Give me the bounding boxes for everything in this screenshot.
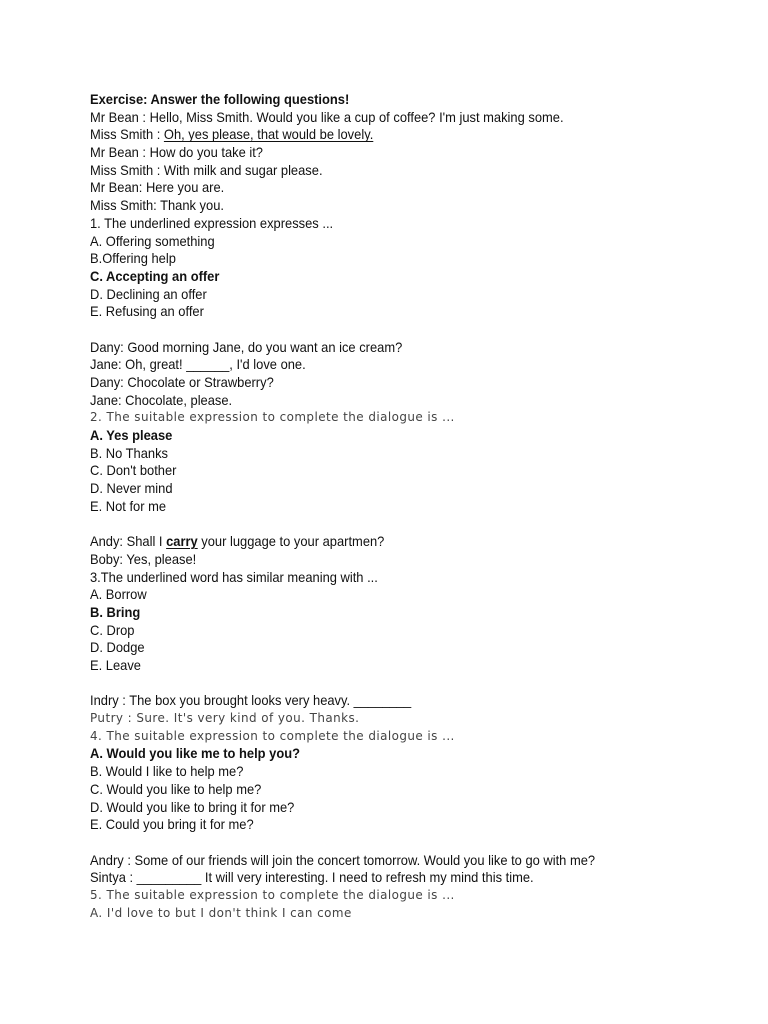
question-3: 3.The underlined word has similar meaning with ... <box>90 569 378 585</box>
exercise-title: Exercise: Answer the following questions! <box>90 92 350 107</box>
spacer <box>90 675 750 693</box>
q5-option-a: A. I'd love to but I don't think I can come <box>90 905 352 920</box>
q4-option-a-answer: A. Would you like me to help you? <box>90 746 300 762</box>
q1-option-e: E. Refusing an offer <box>90 304 204 320</box>
q3-option-b-answer: B. Bring <box>90 604 141 620</box>
dialogue3-line1 <box>90 533 717 551</box>
dialogue3-line1-after: your luggage to your apartmen? <box>197 534 385 550</box>
q1-option-b: B.Offering help <box>90 251 176 267</box>
q2-option-a-answer: A. Yes please <box>90 428 173 444</box>
q4-option-b: B. Would I like to help me? <box>90 764 244 780</box>
dialogue1-line3: Mr Bean : How do you take it? <box>90 145 264 161</box>
q4-option-c: C. Would you like to help me? <box>90 781 262 797</box>
q1-option-c-answer: C. Accepting an offer <box>90 268 220 284</box>
dialogue2-line2: Jane: Oh, great! ______, I'd love one. <box>90 357 306 373</box>
underlined-word: carry <box>166 534 198 550</box>
q2-option-c: C. Don't bother <box>90 463 177 479</box>
question-4: 4. The suitable expression to complete the dialogue is ... <box>90 728 455 743</box>
dialogue1-line1: Mr Bean : Hello, Miss Smith. Would you like a cup of coffee? I'm just making some. <box>90 109 564 125</box>
question-1: 1. The underlined expression expresses ... <box>90 215 334 231</box>
dialogue5-line1: Andry : Some of our friends will join the concert tomorrow. Would you like to go with me? <box>90 852 596 868</box>
spacer <box>90 516 750 534</box>
dialogue5-line2: Sintya : _________ It will very interesting. I need to refresh my mind this time. <box>90 870 534 886</box>
q2-option-b: B. No Thanks <box>90 445 169 461</box>
q3-option-c: C. Drop <box>90 622 135 638</box>
dialogue4-line2: Putry : Sure. It's very kind of you. Thanks. <box>90 711 360 726</box>
dialogue2-line4: Jane: Chocolate, please. <box>90 392 233 408</box>
dialogue1-line2 <box>90 126 717 144</box>
dialogue2-line1: Dany: Good morning Jane, do you want an ice cream? <box>90 339 403 355</box>
dialogue3-line2: Boby: Yes, please! <box>90 551 197 567</box>
question-5: 5. The suitable expression to complete the dialogue is ... <box>90 887 455 902</box>
q4-option-e: E. Could you bring it for me? <box>90 817 254 833</box>
worksheet <box>90 91 750 922</box>
dialogue1-line5: Mr Bean: Here you are. <box>90 180 225 196</box>
spacer <box>90 834 750 852</box>
q2-option-e: E. Not for me <box>90 498 167 514</box>
q3-option-e: E. Leave <box>90 658 141 673</box>
question-2: 2. The suitable expression to complete the dialogue is ... <box>90 410 455 425</box>
spacer <box>90 321 750 339</box>
q1-option-d: D. Declining an offer <box>90 286 207 302</box>
dialogue4-line1: Indry : The box you brought looks very heavy. ________ <box>90 693 412 709</box>
dialogue1-line6: Miss Smith: Thank you. <box>90 198 224 214</box>
q3-option-d: D. Dodge <box>90 640 145 656</box>
dialogue2-line3: Dany: Chocolate or Strawberry? <box>90 375 274 390</box>
dialogue3-line1-before: Andy: Shall I <box>90 534 167 550</box>
q3-option-a: A. Borrow <box>90 587 147 603</box>
underlined-expression: Oh, yes please, that would be lovely. <box>163 127 374 143</box>
q2-option-d: D. Never mind <box>90 481 173 497</box>
q4-option-d: D. Would you like to bring it for me? <box>90 799 295 815</box>
q1-option-a: A. Offering something <box>90 233 215 249</box>
dialogue1-line4: Miss Smith : With milk and sugar please. <box>90 162 323 178</box>
dialogue1-line2-speaker: Miss Smith : <box>90 127 164 143</box>
